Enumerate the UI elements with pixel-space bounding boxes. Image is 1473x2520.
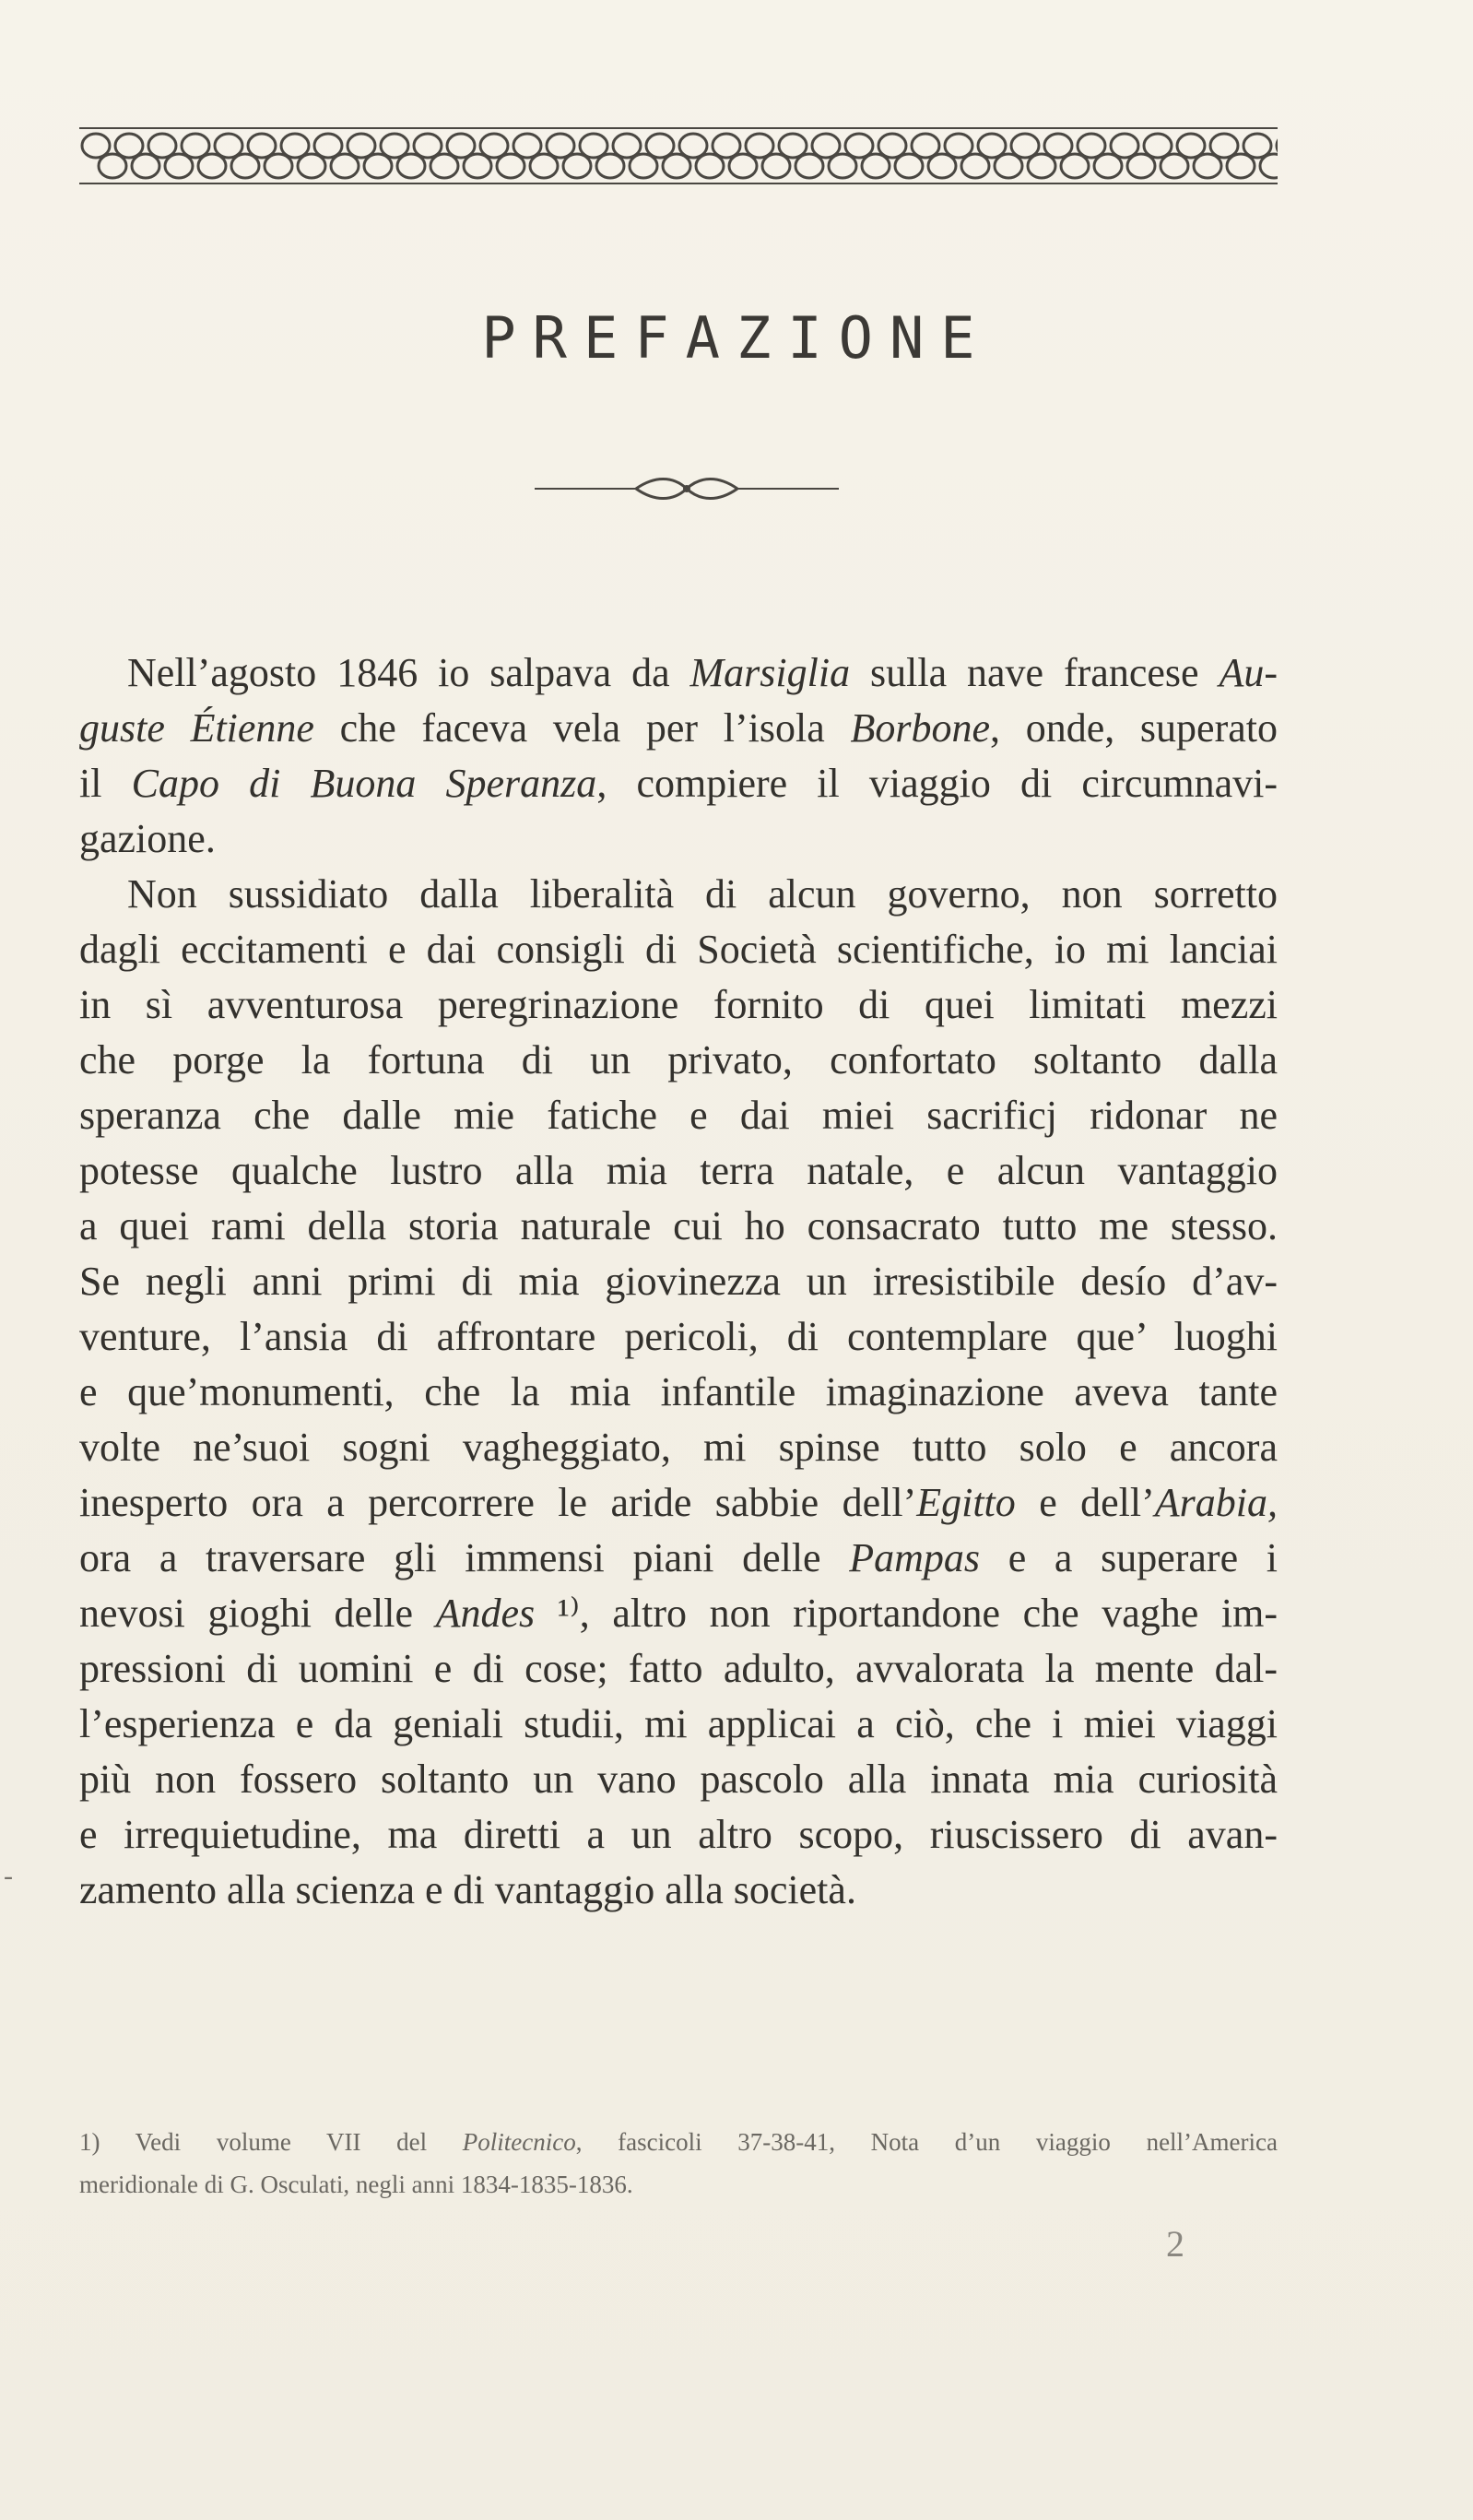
text-segment: nevosi gioghi delle <box>79 1591 436 1636</box>
italic-segment: Borbone <box>850 705 990 751</box>
text-line <box>79 1641 1278 1697</box>
text-segment: speranza che dalle mie fatiche e dai miei sacrificj ridonar ne <box>79 1093 1278 1138</box>
text-line <box>79 1586 1278 1641</box>
text-segment: Nell’agosto 1846 io salpava da <box>127 650 690 695</box>
page-number: 2 <box>1166 2223 1184 2265</box>
text-segment: , compiere il viaggio di circumnavi- <box>596 761 1278 806</box>
text-line <box>79 1697 1278 1752</box>
text-segment: in sì avventurosa peregrinazione fornito di quei limitati mezzi <box>79 982 1278 1027</box>
text-segment: più non fossero soltanto un vano pascolo alla innata mia curiosità <box>79 1757 1278 1802</box>
text-segment: volte ne’suoi sogni vagheggiato, mi spinse tutto solo e ancora <box>79 1425 1278 1470</box>
italic-segment: Politecnico <box>462 2128 576 2156</box>
italic-segment: Au- <box>1219 650 1278 695</box>
text-segment: venture, l’ansia di affrontare pericoli, di contemplare que’ luoghi <box>79 1314 1278 1359</box>
italic-segment: Capo di Buona Speranza <box>131 761 597 806</box>
text-segment: 1) Vedi volume VII del <box>79 2128 463 2156</box>
text-segment: inesperto ora a percorrere le aride sabbie dell’ <box>79 1480 917 1525</box>
text-segment: potesse qualche lustro alla mia terra natale, e alcun vantaggio <box>79 1148 1278 1193</box>
text-line <box>79 1365 1278 1420</box>
flourish-divider-ornament <box>535 470 839 507</box>
text-segment: che faceva vela per l’isola <box>313 705 851 751</box>
text-segment: e irrequietudine, ma diretti a un altro scopo, riuscissero di avan- <box>79 1812 1278 1857</box>
text-segment: e a superare i <box>980 1535 1278 1580</box>
text-line <box>79 922 1278 977</box>
text-segment: e que’monumenti, che la mia infantile imaginazione aveva tante <box>79 1369 1278 1414</box>
text-segment: l’esperienza e da geniali studii, mi applicai a ciò, che i miei viaggi <box>79 1701 1278 1746</box>
text-line <box>79 756 1278 811</box>
text-line <box>79 811 1278 867</box>
text-line <box>79 1752 1278 1807</box>
text-line <box>79 1309 1278 1365</box>
text-line <box>79 701 1278 756</box>
text-segment: , fascicoli 37-38-41, Nota d’un viaggio nell’America <box>575 2128 1278 2156</box>
italic-segment: Marsiglia <box>689 650 851 695</box>
margin-mark: - <box>4 1861 13 1891</box>
text-segment: il <box>79 761 132 806</box>
text-segment: ¹⁾, altro non riportandone che vaghe im- <box>535 1591 1278 1636</box>
text-segment: zamento alla scienza e di vantaggio alla società. <box>79 1867 856 1912</box>
text-line <box>79 867 1278 922</box>
text-segment: a quei rami della storia naturale cui ho consacrato tutto me stesso. <box>79 1203 1278 1248</box>
page-title: PREFAZIONE <box>481 304 992 372</box>
text-segment: ora a traversare gli immensi piani delle <box>79 1535 850 1580</box>
preface-body <box>79 645 1278 1918</box>
footnote-line <box>79 2163 1278 2206</box>
text-segment: Non sussidiato dalla liberalità di alcun governo, non sorretto <box>127 871 1278 917</box>
text-segment: meridionale di G. Osculati, negli anni 1834-1835-1836. <box>79 2171 633 2198</box>
text-line <box>79 1254 1278 1309</box>
interlace-band-ornament <box>79 118 1278 194</box>
text-segment: Se negli anni primi di mia giovinezza un irresistibile desío d’av- <box>79 1259 1278 1304</box>
italic-segment: Arabia, <box>1154 1480 1278 1525</box>
text-segment: pressioni di uomini e di cose; fatto adulto, avvalorata la mente dal- <box>79 1646 1278 1691</box>
text-line <box>79 1420 1278 1475</box>
text-line <box>79 1863 1278 1918</box>
text-segment: che porge la fortuna di un privato, confortato soltanto dalla <box>79 1037 1278 1083</box>
text-line <box>79 1143 1278 1199</box>
italic-segment: Egitto <box>916 1480 1016 1525</box>
footnote <box>79 2121 1278 2206</box>
text-line <box>79 1531 1278 1586</box>
text-line <box>79 1088 1278 1143</box>
text-line <box>79 1033 1278 1088</box>
italic-segment: Pampas <box>849 1535 981 1580</box>
text-segment: dagli eccitamenti e dai consigli di Società scientifiche, io mi lanciai <box>79 927 1278 972</box>
text-line <box>79 1199 1278 1254</box>
text-segment: sulla nave francese <box>850 650 1220 695</box>
text-segment: gazione. <box>79 816 216 861</box>
text-segment: e dell’ <box>1015 1480 1155 1525</box>
text-segment: , onde, superato <box>990 705 1278 751</box>
text-line <box>79 1475 1278 1531</box>
italic-segment: guste Étienne <box>79 705 314 751</box>
text-line <box>79 977 1278 1033</box>
italic-segment: Andes <box>435 1591 536 1636</box>
footnote-line <box>79 2121 1278 2163</box>
text-line <box>79 645 1278 701</box>
text-line <box>79 1807 1278 1863</box>
